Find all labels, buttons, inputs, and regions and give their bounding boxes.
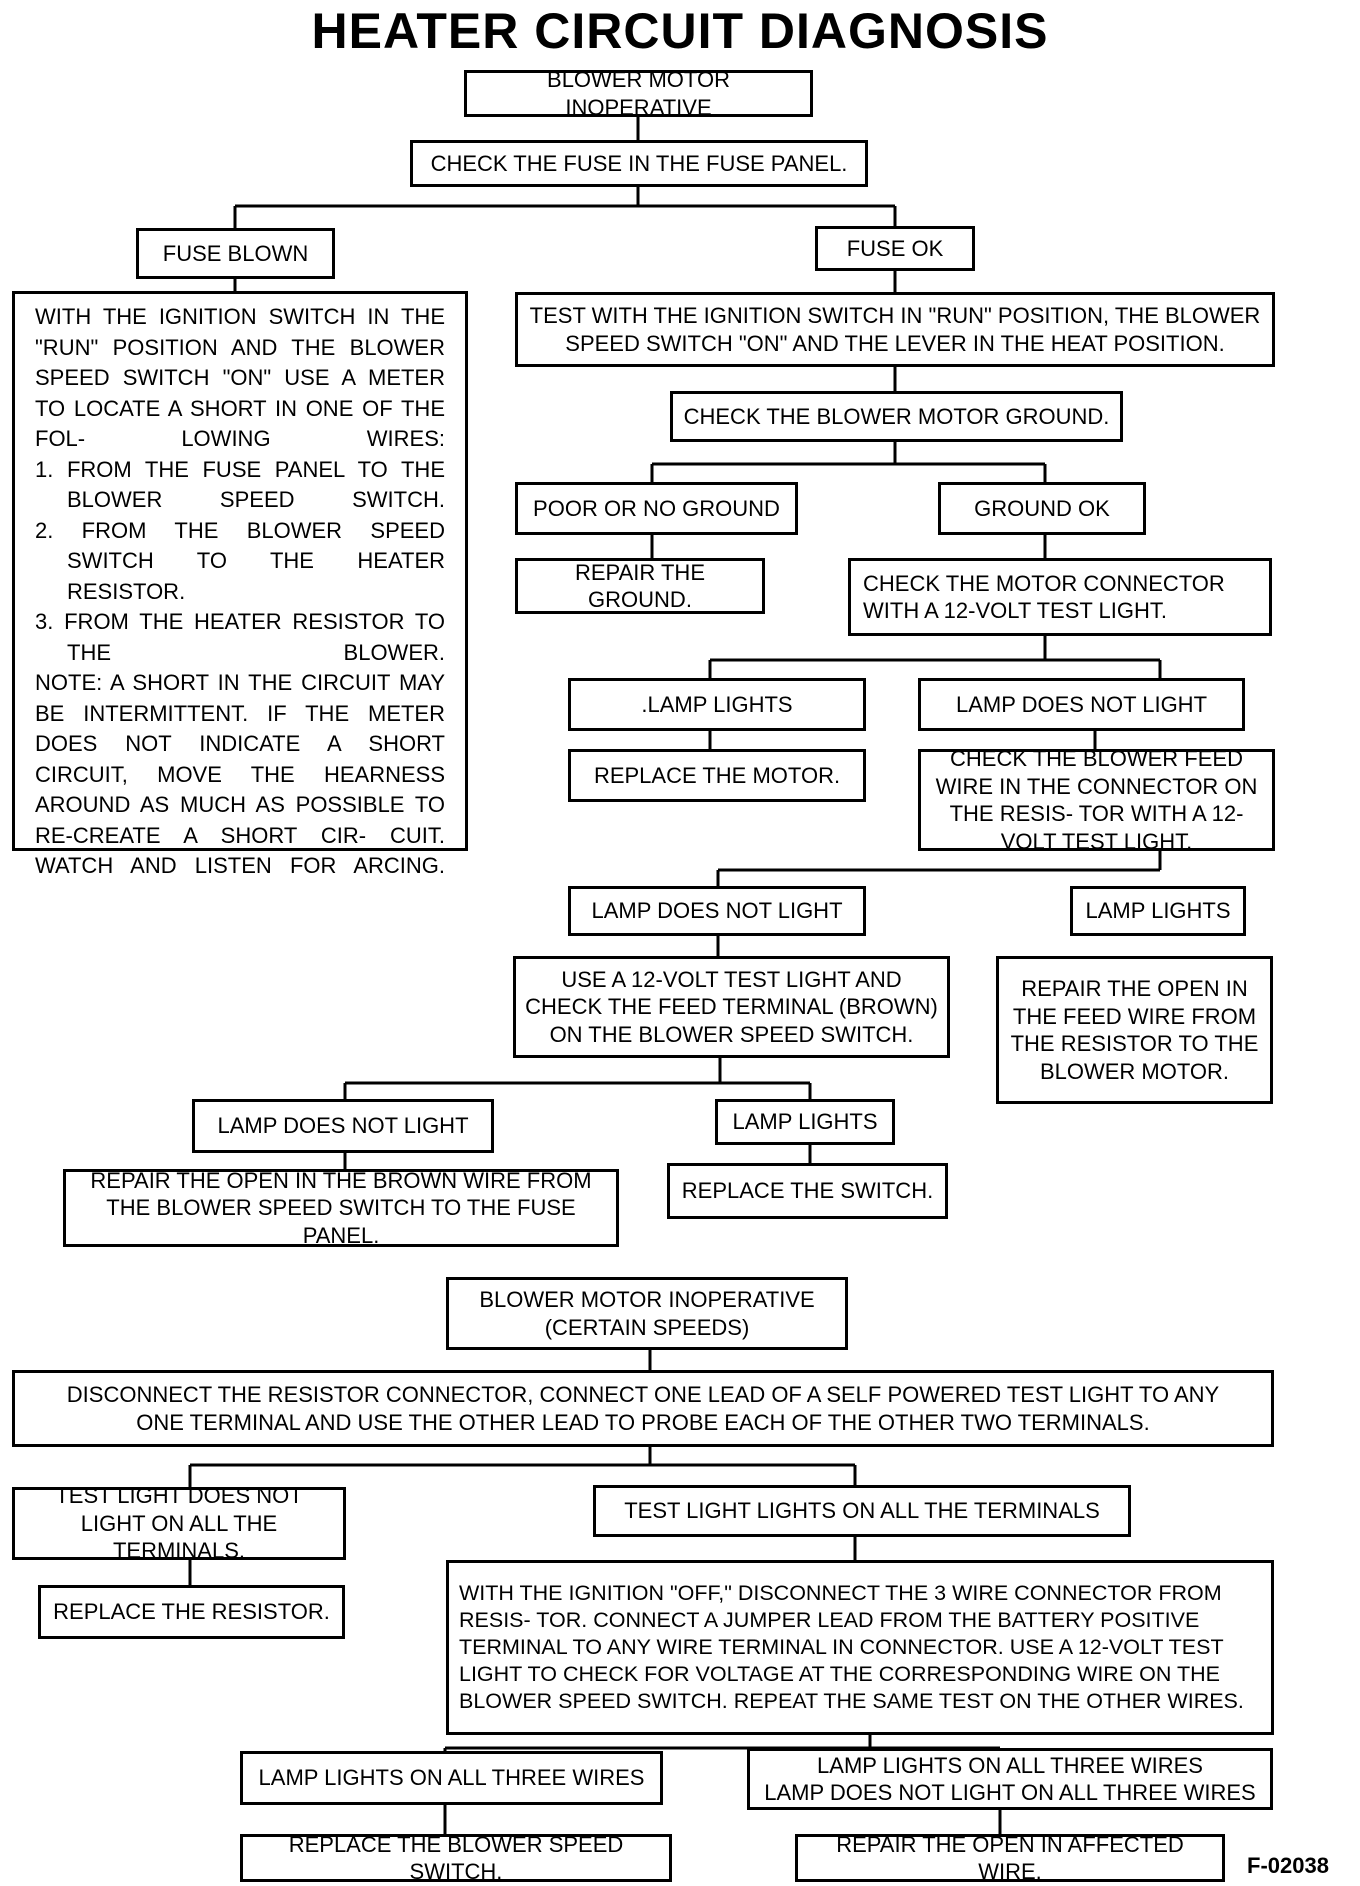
lamp-mixed-three-wires-outcome [747,1748,1273,1810]
check-motor-connector-step [848,558,1272,636]
box-text: CHECK THE FUSE IN THE FUSE PANEL. [430,150,848,176]
check-fuse-step [410,140,868,187]
lamp-not-light-outcome-3 [192,1099,494,1153]
box-text: TEST WITH THE IGNITION SWITCH IN "RUN" POSITION, THE BLOWER SPEED SWITCH "ON" AND THE LEVER IN THE HEAT POSITION. [529,303,1261,356]
lamp-lights-outcome-3 [715,1099,895,1145]
replace-switch-step [667,1163,948,1219]
box-text: POOR OR NO GROUND [533,495,780,521]
box-text: LAMP LIGHTS [732,1109,878,1135]
replace-motor-step [568,749,866,802]
box-text: REPLACE THE BLOWER SPEED SWITCH. [288,1831,624,1884]
box-text: TEST LIGHT DOES NOT LIGHT ON ALL THE TERMINALS. [55,1483,303,1564]
box-text: REPAIR THE OPEN IN THE BROWN WIRE FROM THE BLOWER SPEED SWITCH TO THE FUSE PANEL. [90,1167,592,1248]
figure-code: F-02038 [1247,1853,1329,1878]
lamp-not-light-outcome-2 [568,886,866,936]
lamp-lights-outcome-2 [1070,886,1246,936]
box-text-line2: (CERTAIN SPEEDS) [544,1314,750,1340]
check-feed-wire-step [918,746,1275,854]
test-light-all-terminals-outcome [593,1485,1131,1537]
check-blower-ground-step [670,391,1123,442]
poor-ground-outcome [515,482,798,535]
disconnect-resistor-step [12,1370,1274,1447]
replace-blower-speed-switch-step [240,1831,672,1884]
page-title: HEATER CIRCUIT DIAGNOSIS [311,3,1049,59]
box-text: LAMP LIGHTS ON ALL THREE WIRES [258,1765,645,1791]
instructions-note: NOTE: A SHORT IN THE CIRCUIT MAY BE INTERMITTENT. IF THE METER DOES NOT INDICATE A SHORT CIRCUIT, MOVE THE HEARNESS AROUND AS MUCH AS POSSIBLE TO RE-CREATE A SHORT CIR- CUIT. WATCH AND LISTEN FOR ARCING. [35,670,445,878]
box-text: CHECK THE BLOWER FEED WIRE IN THE CONNECTOR ON THE RESIS- TOR WITH A 12-VOLT TEST LIGHT. [935,746,1258,854]
instructions-intro: WITH THE IGNITION SWITCH IN THE "RUN" POSITION AND THE BLOWER SPEED SWITCH "ON" USE A METER TO LOCATE A SHORT IN ONE OF THE FOL- LOWING WIRES: [35,304,445,451]
box-text: WITH THE IGNITION "OFF," DISCONNECT THE 3 WIRE CONNECTOR FROM RESIS- TOR. CONNECT A JUMPER LEAD FROM THE BATTERY POSITIVE TERMINAL TO ANY WIRE TERMINAL IN CONNECTOR. USE A 12-VOLT TEST LIGHT TO CHECK FOR VOLTAGE AT THE CORRESPONDING WIRE ON THE BLOWER SPEED SWITCH. REPEAT THE SAME TEST ON THE OTHER WIRES. [459,1581,1244,1713]
box-text: GROUND OK [974,495,1110,521]
box-text: FUSE BLOWN [162,240,309,266]
box-text: REPLACE THE SWITCH. [681,1178,934,1204]
box-text: FUSE OK [846,235,944,261]
test-light-not-light-outcome [12,1483,346,1564]
box-text: LAMP DOES NOT LIGHT [591,898,843,924]
box-text: LAMP LIGHTS [1085,898,1231,924]
repair-affected-wire-step [795,1831,1225,1884]
replace-resistor-step [38,1585,345,1639]
start-blower-motor-inoperative [464,67,813,120]
instructions-item: 2. FROM THE BLOWER SPEED SWITCH TO THE HEATER RESISTOR. [35,517,445,604]
repair-brown-wire-step [63,1169,619,1247]
repair-ground-step [515,558,765,614]
ignition-off-voltage-test-step [446,1560,1274,1735]
fuse-ok-outcome [815,226,975,271]
box-text: REPAIR THE GROUND. [575,559,705,612]
check-feed-terminal-step [513,956,950,1058]
box-text: CHECK THE MOTOR CONNECTOR WITH A 12-VOLT TEST LIGHT. [863,570,1225,623]
start-blower-inoperative-certain-speeds [446,1277,848,1350]
ground-ok-outcome [938,482,1146,535]
box-text: LAMP DOES NOT LIGHT [955,691,1208,717]
instructions-item: 1. FROM THE FUSE PANEL TO THE BLOWER SPEED SWITCH. [35,456,445,512]
box-text: REPAIR THE OPEN IN AFFECTED WIRE. [836,1831,1184,1884]
box-text: BLOWER MOTOR INOPERATIVE [547,67,730,120]
box-text: USE A 12-VOLT TEST LIGHT AND CHECK THE FEED TERMINAL (BROWN) ON THE BLOWER SPEED SWITCH. [525,966,938,1047]
box-text-line1: LAMP LIGHTS ON ALL THREE WIRES [817,1752,1203,1778]
repair-open-feed-wire-step [996,956,1273,1104]
fuse-blown-instructions [12,291,468,878]
box-text: LAMP DOES NOT LIGHT [217,1113,469,1139]
lamp-lights-outcome [568,678,866,731]
test-ignition-run-step [515,292,1275,367]
box-text: DISCONNECT THE RESISTOR CONNECTOR, CONNECT ONE LEAD OF A SELF POWERED TEST LIGHT TO ANY ONE TERMINAL AND USE THE OTHER LEAD TO PROBE EACH OF THE OTHER TWO TERMINALS. [66,1382,1220,1435]
box-text: REPLACE THE RESISTOR. [53,1599,330,1625]
lamp-lights-all-three-outcome [240,1751,663,1805]
box-text: .LAMP LIGHTS [641,691,793,717]
box-text: REPAIR THE OPEN IN THE FEED WIRE FROM THE RESISTOR TO THE BLOWER MOTOR. [1010,976,1259,1084]
box-text: REPLACE THE MOTOR. [593,762,841,788]
box-text: TEST LIGHT LIGHTS ON ALL THE TERMINALS [624,1498,1100,1524]
box-text: CHECK THE BLOWER MOTOR GROUND. [683,403,1110,429]
box-text-line1: BLOWER MOTOR INOPERATIVE [479,1287,815,1312]
lamp-not-light-outcome [918,678,1245,731]
fuse-blown-outcome [136,228,335,279]
box-text-line2: LAMP DOES NOT LIGHT ON ALL THREE WIRES [764,1780,1256,1805]
instructions-item: 3. FROM THE HEATER RESISTOR TO THE BLOWER. [35,609,445,665]
